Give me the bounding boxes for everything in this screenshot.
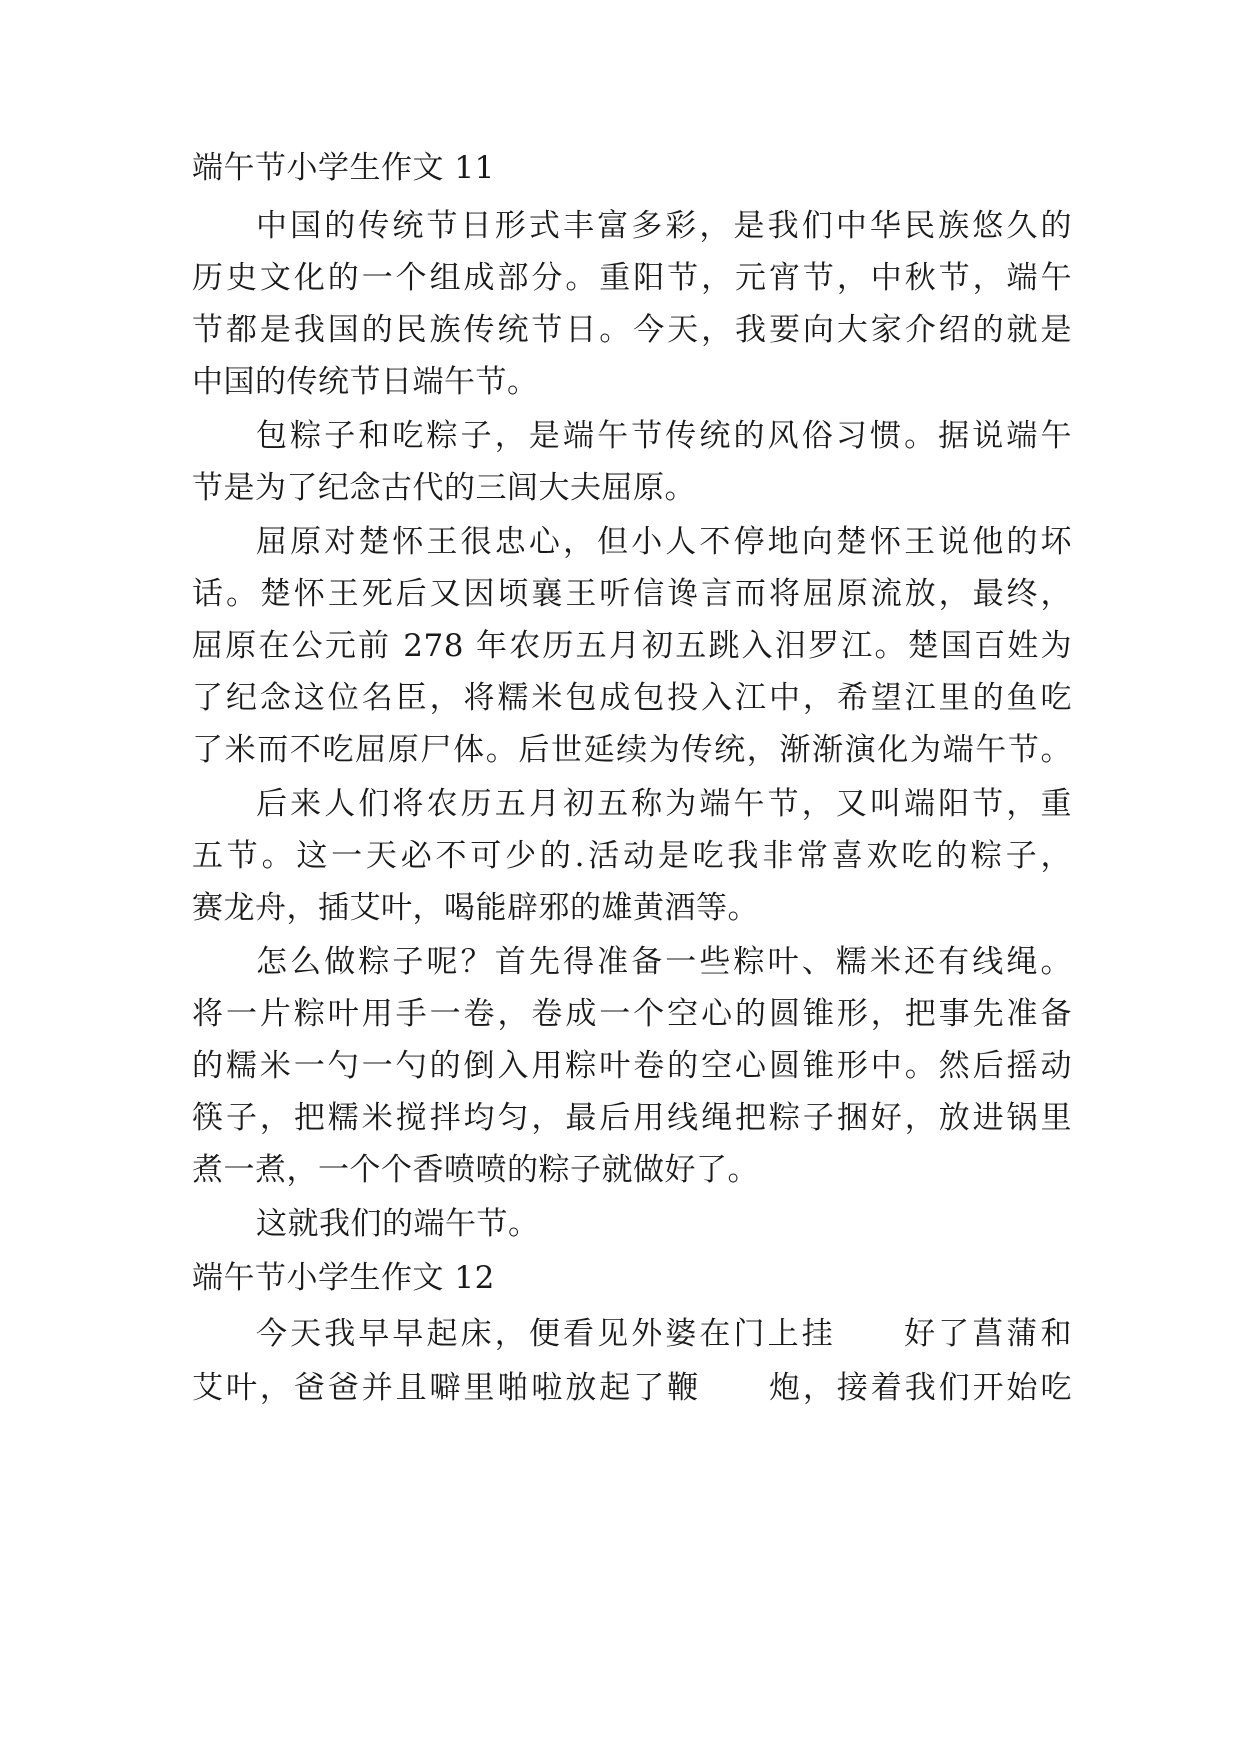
paragraph-line: 煮一煮，一个个香喷喷的粽子就做好了。 — [192, 1152, 759, 1188]
section-heading: 端午节小学生作文 11 — [192, 150, 495, 186]
paragraph-line: 历史文化的一个组成部分。重阳节，元宵节，中秋节，端午 — [192, 260, 1072, 296]
paragraph-line: 怎么做粽子呢？首先得准备一些粽叶、糯米还有线绳。 — [256, 944, 1072, 980]
paragraph-line: 节都是我国的民族传统节日。今天，我要向大家介绍的就是 — [192, 312, 1072, 348]
paragraph-line: 包粽子和吃粽子，是端午节传统的风俗习惯。据说端午 — [256, 418, 1072, 454]
section-heading: 端午节小学生作文 12 — [192, 1260, 495, 1296]
paragraph-line: 了米而不吃屈原尸体。后世延续为传统，渐渐演化为端午节。 — [192, 732, 1072, 768]
paragraph-line: 筷子，把糯米搅拌均匀，最后用线绳把粽子捆好，放进锅里 — [192, 1100, 1072, 1136]
paragraph-line: 中国的传统节日形式丰富多彩，是我们中华民族悠久的 — [256, 208, 1072, 244]
paragraph-line: 这就我们的端午节。 — [256, 1206, 540, 1242]
paragraph-line: 的糯米一勺一勺的倒入用粽叶卷的空心圆锥形中。然后摇动 — [192, 1048, 1072, 1084]
paragraph-line: 屈原对楚怀王很忠心，但小人不停地向楚怀王说他的坏 — [256, 524, 1072, 560]
paragraph-line: 后来人们将农历五月初五称为端午节，又叫端阳节，重 — [256, 786, 1072, 822]
paragraph-line: 了纪念这位名臣，将糯米包成包投入江中，希望江里的鱼吃 — [192, 680, 1072, 716]
paragraph-line: 话。楚怀王死后又因顷襄王听信谗言而将屈原流放，最终， — [192, 576, 1072, 612]
paragraph-line: 赛龙舟，插艾叶，喝能辟邪的雄黄酒等。 — [192, 890, 759, 926]
paragraph-line: 今天我早早起床，便看见外婆在门上挂 好了菖蒲和 — [256, 1316, 1072, 1352]
paragraph-line: 节是为了纪念古代的三闾大夫屈原。 — [192, 470, 696, 506]
paragraph-line: 屈原在公元前 278 年农历五月初五跳入汨罗江。楚国百姓为 — [192, 628, 1072, 664]
paragraph-line: 将一片粽叶用手一卷，卷成一个空心的圆锥形，把事先准备 — [192, 996, 1072, 1032]
paragraph-line: 五节。这一天必不可少的.活动是吃我非常喜欢吃的粽子， — [192, 838, 1072, 874]
paragraph-line: 中国的传统节日端午节。 — [192, 364, 539, 400]
paragraph-line: 艾叶，爸爸并且噼里啪啦放起了鞭 炮，接着我们开始吃 — [192, 1370, 1072, 1406]
